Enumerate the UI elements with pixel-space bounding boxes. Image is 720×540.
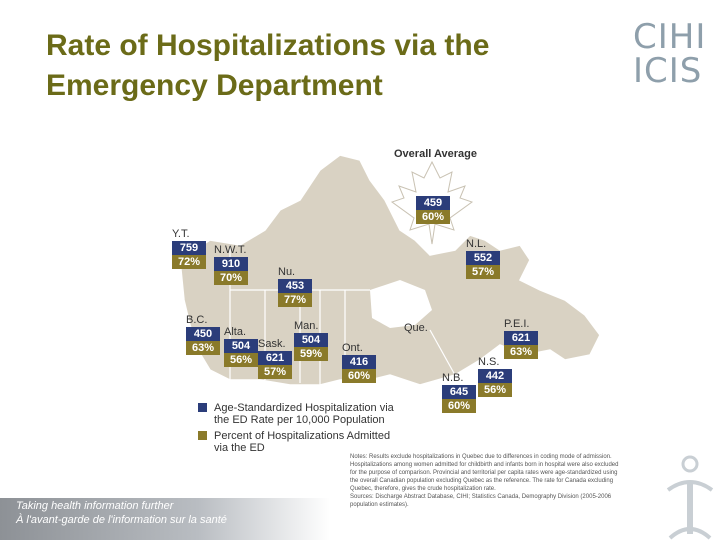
- province-percent: 70%: [214, 271, 248, 285]
- province-percent: 63%: [504, 345, 538, 359]
- province-percent: 57%: [466, 265, 500, 279]
- province-percent: 63%: [186, 341, 220, 355]
- province-mb: [294, 320, 328, 361]
- province-name: N.L.: [466, 238, 487, 250]
- province-nb: [442, 372, 476, 413]
- logo-en: CIHI: [633, 17, 707, 57]
- province-rate: 552: [466, 251, 500, 265]
- province-name: B.C.: [186, 314, 208, 326]
- province-nu: [278, 266, 312, 307]
- notes-line: population estimates).: [350, 502, 409, 508]
- province-rate: 453: [278, 279, 312, 293]
- province-percent: 60%: [442, 399, 476, 413]
- overall-average-label: Overall Average: [394, 148, 477, 160]
- tagline-en: Taking health information further: [16, 500, 174, 512]
- overall-average-values: [416, 196, 450, 224]
- page-title: [46, 26, 489, 106]
- canada-map: [170, 140, 610, 420]
- tagline-fr: À l'avant-garde de l'information sur la santé: [16, 514, 227, 526]
- province-ab: [224, 326, 258, 367]
- province-rate: 759: [172, 241, 206, 255]
- slide-footer: [0, 478, 720, 540]
- province-name: Man.: [294, 320, 319, 332]
- province-rate: 621: [258, 351, 292, 365]
- notes-line: Notes: Results exclude hospitalizations in Quebec due to differences in coding mode of admission.: [350, 454, 612, 460]
- province-ns: [478, 356, 512, 397]
- province-rate: 450: [186, 327, 220, 341]
- province-rate: 645: [442, 385, 476, 399]
- province-rate: 910: [214, 257, 248, 271]
- province-name: Y.T.: [172, 228, 190, 240]
- province-name: Alta.: [224, 326, 247, 338]
- legend-label-percent: Percent of Hospitalizations Admitted via the ED: [214, 430, 391, 454]
- province-rate: 416: [342, 355, 376, 369]
- province-qc: [404, 322, 428, 335]
- province-percent: 56%: [478, 383, 512, 397]
- notes-line: for the purpose of comparison. Provincial and territorial per capita rates were age-standardized using: [350, 470, 618, 476]
- province-on: [342, 342, 376, 383]
- province-percent: 59%: [294, 347, 328, 361]
- province-sk: [258, 338, 292, 379]
- province-percent: 57%: [258, 365, 292, 379]
- map-legend: [198, 402, 394, 458]
- province-name: Que.: [404, 322, 428, 334]
- province-name: Nu.: [278, 266, 296, 278]
- province-name: N.S.: [478, 356, 500, 368]
- legend-item-percent: [198, 430, 394, 454]
- legend-item-rate: [198, 402, 394, 426]
- province-rate: 504: [294, 333, 328, 347]
- province-name: Ont.: [342, 342, 363, 354]
- cihi-logo: [633, 17, 707, 91]
- province-rate: 621: [504, 331, 538, 345]
- province-name: P.E.I.: [504, 318, 530, 330]
- notes-line: the overall Canadian population excluding Quebec as the reference. The rate for Canada excluding: [350, 478, 614, 484]
- province-pe: [504, 318, 538, 359]
- province-percent: 60%: [342, 369, 376, 383]
- notes-line: Hospitalizations among women admitted for childbirth and infants born in hospital were also excluded: [350, 462, 619, 468]
- province-yt: [172, 228, 206, 269]
- province-name: N.B.: [442, 372, 464, 384]
- overall-percent: 60%: [416, 210, 450, 224]
- legend-swatch-rate: [198, 403, 207, 412]
- overall-rate: 459: [416, 196, 450, 210]
- logo-fr: ICIS: [633, 51, 703, 91]
- logo-mark-icon: [660, 450, 720, 540]
- province-percent: 56%: [224, 353, 258, 367]
- notes-line: Quebec, therefore, gives the crude hospitalization rate.: [350, 486, 496, 492]
- province-rate: 442: [478, 369, 512, 383]
- province-percent: 77%: [278, 293, 312, 307]
- province-nwt: [214, 244, 248, 285]
- province-percent: 72%: [172, 255, 206, 269]
- notes-line: Sources: Discharge Abstract Database, CIHI; Statistics Canada, Demography Division (2005-2006: [350, 494, 612, 500]
- title-line-2: Emergency Department: [46, 69, 383, 102]
- province-name: N.W.T.: [214, 244, 247, 256]
- province-bc: [186, 314, 220, 355]
- province-name: Sask.: [258, 338, 286, 350]
- legend-label-rate: Age-Standardized Hospitalization via the ED Rate per 10,000 Population: [214, 402, 394, 426]
- province-rate: 504: [224, 339, 258, 353]
- province-nl: [466, 238, 500, 279]
- title-line-1: Rate of Hospitalizations via the: [46, 29, 490, 62]
- legend-swatch-percent: [198, 431, 207, 440]
